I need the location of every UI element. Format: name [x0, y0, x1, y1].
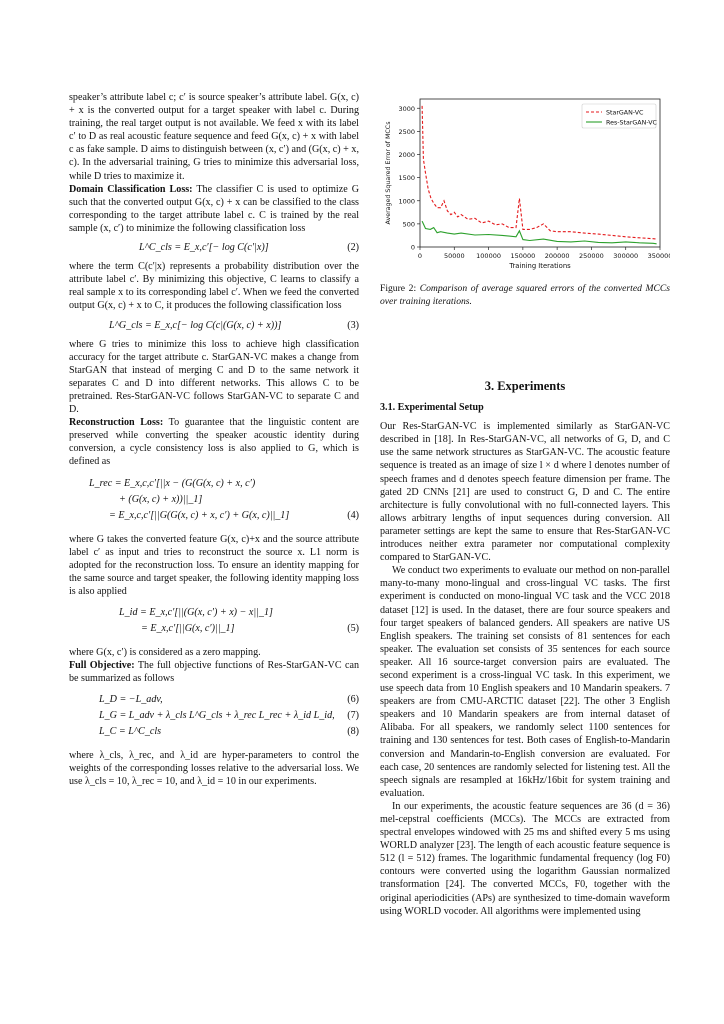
equation-8-number: (8) [347, 726, 359, 738]
series-line-res-stargan-vc [422, 221, 656, 244]
equation-6-body: L_D = −L_adv, [99, 694, 163, 706]
figure-2-caption [380, 283, 670, 308]
y-tick-label: 3000 [398, 104, 415, 113]
y-tick-label: 500 [402, 220, 415, 229]
equation-4 [69, 477, 359, 525]
section-title-experiments: 3. Experiments [484, 379, 566, 393]
legend-label: StarGAN-VC [606, 109, 644, 117]
x-axis-label: Training Iterations [509, 262, 571, 270]
paragraph-hyperparameters: where λ_cls, λ_rec, and λ_id are hyper-parameters to control the weights of the corresponding losses relative to the adversarial loss. We use λ_cls = 10, λ_rec = 10, and λ_id = 10 in our experiments. [69, 750, 359, 788]
figure-2-caption-text: Comparison of average squared errors of the converted MCCs over training iterations. [380, 283, 670, 307]
equation-8-body: L_C = L^C_cls [99, 726, 162, 738]
y-tick-label: 2000 [398, 151, 415, 159]
paragraph-features: In our experiments, the acoustic feature sequences are 36 (d = 36) mel-cepstral coefficients (MCCs). The MCCs are extracted from spectral envelopes windowed with 25 ms and shifted every 5 ms using WORLD analyzer [23]. The length of each acoustic feature sequence is 512 (l = 512) frames. The logarithmic fundamental frequency (log F0) contours were converted using the logarithm Gaussian normalized transformation [24]. The converted MCCs, F0, together with the original aperiodicities (APs) are synthesized to time-domain waveform using WORLD vocoder. All algorithms were implemented using [380, 800, 670, 917]
y-tick-label: 0 [410, 243, 415, 252]
domain-classification-heading: Domain Classification Loss: [69, 183, 193, 195]
paragraph-implementation: Our Res-StarGAN-VC is implemented similarly as StarGAN-VC described in [18]. In Res-StarGAN-VC, all networks of G, D, and C use the same network structures as StarGAN-VC. The acoustic feature sequence is treated as an image of size l × d where l denotes number of speech frames and d denotes speech feature dimension per frame. The gated 2D CNNs [21] are used to construct G, D and C. The entire architecture is fully convolutional with no full-connected layers. This allows arbitrary lengths of input sequences during conversion. All parameter settings are kept the same to ensure that Res-StarGAN-VC introduces neither extra parameter nor computational complexity compared to StarGAN-VC. [380, 421, 670, 564]
equation-5-line-1 [69, 606, 359, 622]
equation-5-line-2-text: = E_x,c′[||G(x, c′)||_1] [141, 623, 235, 634]
equation-6 [69, 693, 359, 709]
equation-2 [69, 241, 359, 254]
paragraph-identity-intro: where G takes the converted feature G(x, c)+x and the source attribute label c′ as input and tries to reconstruct the source x. L1 norm is adopted for the reconstruction loss. To ensure an identity mapping for the same source and target speaker, the following identity mapping loss is also applied [69, 533, 359, 597]
mcc-error-chart [380, 95, 670, 285]
equations-6-8 [69, 693, 359, 741]
equation-4-number: (4) [347, 509, 359, 521]
x-tick-label: 150000 [510, 252, 536, 260]
equation-3-body: L^G_cls = E_x,c[− log C(c|(G(x, c) + x))] [109, 319, 282, 331]
paragraph-generator-classification: where G tries to minimize this loss to achieve high classification accuracy for the target attribute c. StarGAN-VC makes a change from StarGAN that instead of merging C and D to the same network it separates C and D into different networks. This allows C to be pretrained. Res-StarGAN-VC follows StarGAN-VC to separate C and D. [69, 338, 359, 416]
equation-4-line-1-text: L_rec = E_x,c,c′[||x − (G(G(x, c) + x, c′) [89, 477, 256, 489]
equation-5-line-1-text: L_id = E_x,c′[||(G(x, c′) + x) − x||_1] [119, 607, 273, 618]
figure-2-caption-label: Figure 2: [380, 283, 417, 294]
y-tick-label: 2500 [398, 127, 415, 136]
equation-3-number: (3) [347, 319, 359, 331]
x-tick-label: 250000 [579, 252, 604, 260]
equation-3 [69, 319, 359, 332]
x-tick-label: 300000 [613, 252, 639, 260]
equation-5-number: (5) [347, 623, 359, 634]
paragraph-domain-classification [69, 183, 359, 235]
equation-7 [69, 709, 359, 725]
paragraph-reconstruction [69, 416, 359, 468]
full-objective-text: The full objective functions of Res-StarGAN-VC can be summarized as follows [69, 660, 359, 685]
equation-4-line-1 [69, 477, 359, 493]
equation-5-line-2 [69, 622, 359, 638]
x-tick-label: 0 [417, 252, 423, 260]
equation-2-body: L^C_cls = E_x,c′[− log C(c′|x)] [139, 242, 269, 254]
reconstruction-text: To guarantee that the linguistic content are preserved while converting the speaker acoustic identity during conversion, a cycle consistency loss is also applied to G, which is defined as [69, 417, 359, 468]
domain-classification-text: The classifier C is used to optimize G such that the converted output G(x, c) + x can be classified to the class corresponding to the target attribute label c. C is trained by the real sample (x, c′) to minimize the following classification loss [69, 183, 359, 234]
x-tick-label: 100000 [476, 252, 501, 260]
equation-5 [69, 606, 359, 638]
equation-7-number: (7) [347, 710, 359, 722]
left-column [69, 91, 359, 789]
x-tick-label: 350000 [647, 252, 670, 260]
equation-4-line-2 [69, 493, 359, 509]
figure-2 [380, 95, 670, 285]
y-tick-label: 1500 [398, 174, 415, 183]
paragraph-adversarial: speaker’s attribute label c; c′ is source speaker’s attribute label. G(x, c) + x is the converted output for a target speaker with label c. During training, the real target output is not available. We feed x with its label c′ to D as real acoustic feature sequence and feed G(x, c) + x with label c as fake sample. D aims to distinguish between (x, c′) and (G(x, c) + x, c). In the adversarial training, G tries to minimize this adversarial loss, while D tries to maximize it. [69, 92, 359, 182]
x-tick-label: 200000 [544, 252, 570, 260]
subsection-title-setup: 3.1. Experimental Setup [380, 402, 484, 414]
paragraph-zero-mapping: where G(x, c′) is considered as a zero mapping. [69, 647, 261, 658]
paragraph-datasets: We conduct two experiments to evaluate our method on non-parallel many-to-many mono-lingual and cross-lingual VC tasks. The first experiment is conducted on mono-lingual VC task and the VCC 2018 dataset [12] is used. In the dataset, there are four source speakers and four target speakers of balanced genders. All speakers are native US English speakers. The training set consists of 81 sentences for each speaker. The evaluation set consists of 35 sentences for each source speaker. All 16 source-target conversion pairs are evaluated. The second experiment is a cross-lingual VC task. In this experiment, we use speech data from 10 English speakers and 10 Mandarin speakers. 7 speakers are from CMU-ARCTIC dataset [22]. The other 3 English speakers and 10 Mandarin speakers are from internal dataset of Alibaba. For all speakers, we randomly select 1100 sentences for training and 130 sentences for test. Both cases of English-to-Mandarin conversion and Mandarin-to-English conversion are evaluated. For each case, 20 sentences are randomly selected for listening test. All the speech signals are resampled at 16kHz/16bit for system training and evaluation. [380, 565, 670, 799]
right-column [380, 380, 670, 918]
equation-2-number: (2) [347, 242, 359, 254]
paragraph-classifier-prob: where the term C(c′|x) represents a probability distribution over the attribute label c′. By minimizing this objective, C learns to classify a real sample x to its corresponding label c′. When we feed the converted output G(x, c) + x to C, it produces the following classification loss [69, 261, 359, 312]
equation-8 [69, 725, 359, 741]
x-tick-label: 50000 [443, 252, 465, 260]
equation-4-line-2-text: + (G(x, c) + x))||_1] [119, 493, 203, 505]
reconstruction-heading: Reconstruction Loss: [69, 417, 164, 429]
legend-label: Res-StarGAN-VC [606, 119, 657, 127]
equation-4-line-3-text: = E_x,c,c′[||G(G(x, c) + x, c′) + G(x, c)||_1] [109, 509, 290, 521]
equation-4-line-3 [69, 509, 359, 525]
full-objective-heading: Full Objective: [69, 660, 135, 672]
y-tick-label: 1000 [398, 197, 415, 206]
paragraph-full-objective [69, 659, 359, 685]
y-axis-label: Averaged Squared Error of MCCs [385, 121, 392, 225]
equation-6-number: (6) [347, 694, 359, 706]
equation-7-body: L_G = L_adv + λ_cls L^G_cls + λ_rec L_rec + λ_id L_id, [99, 710, 335, 722]
